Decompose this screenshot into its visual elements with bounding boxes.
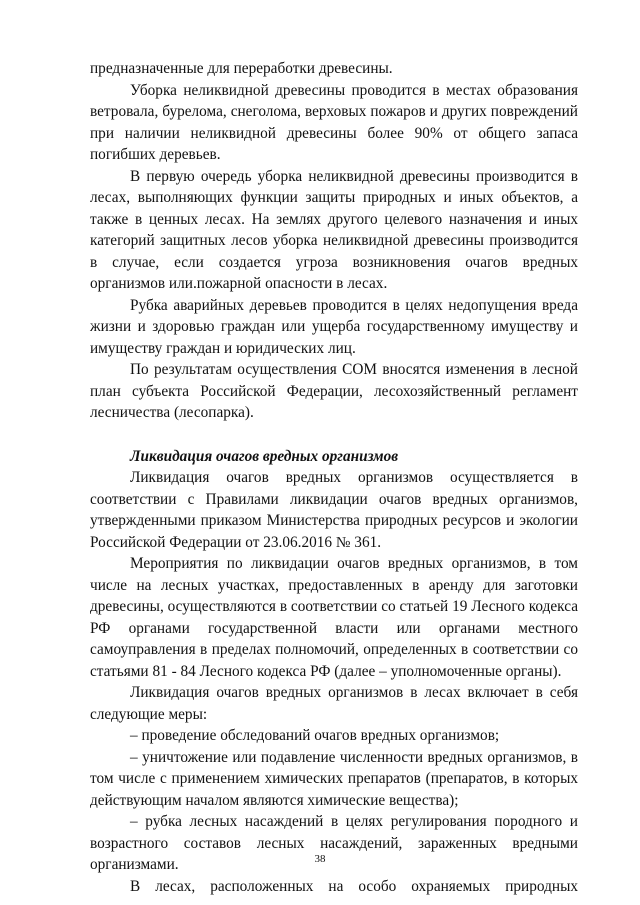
- paragraph: Уборка неликвидной древесины проводится в местах образования ветровала, бурелома, снеголома, верховых пожаров и других повреждений при наличии неликвидной древесины более 90% от общего запаса погибших деревьев.: [90, 81, 578, 163]
- page-number: 38: [314, 853, 326, 865]
- paragraph: По результатам осуществления СОМ вносятся изменения в лесной план субъекта Российской Федерации, лесохозяйственный регламент лесничества (лесопарка).: [90, 361, 578, 421]
- paragraph: предназначенные для переработки древесины.: [90, 60, 393, 77]
- paragraph: Мероприятия по ликвидации очагов вредных организмов, в том числе на лесных участках, предоставленных в аренду для заготовки древесины, осуществляются в соответствии со статьей 19 Лесного кодекса РФ органами государственной власти или органами местного самоуправления в пределах полномочий, определенных в соответствии со статьями 81 - 84 Лесного кодекса РФ (далее – уполномоченные органы).: [90, 555, 578, 680]
- paragraph: В первую очередь уборка неликвидной древесины производится в лесах, выполняющих функции защиты природных и иных объектов, а также в ценных лесах. На землях другого целевого назначения и иных категорий защитных лесов уборка неликвидной древесины производится в случае, если создается угроза возникновения очагов вредных организмов или.пожарной опасности в лесах.: [90, 167, 578, 292]
- list-item: – уничтожение или подавление численности вредных организмов, в том числе с применением химических препаратов (препаратов, в которых действующим началом являются химические вещества);: [90, 748, 578, 809]
- paragraph: Рубка аварийных деревьев проводится в целях недопущения вреда жизни и здоровью граждан или ущерба государственному имуществу и имуществу граждан и юридических лиц.: [90, 296, 578, 357]
- paragraph: Ликвидация очагов вредных организмов в лесах включает в себя следующие меры:: [90, 684, 578, 723]
- paragraph: Ликвидация очагов вредных организмов осуществляется в соответствии с Правилами ликвидации очагов вредных организмов, утвержденными приказом Министерства природных ресурсов и экологии Российской Федерации от 23.06.2016 № 361.: [90, 469, 578, 551]
- section-heading: Ликвидация очагов вредных организмов: [130, 447, 399, 465]
- paragraph: В лесах, расположенных на особо охраняемых природных: [130, 877, 578, 895]
- document-body: [90, 58, 578, 897]
- list-item: – рубка лесных насаждений в целях регулирования породного и возрастного составов лесных насаждений, зараженных вредными организмами.: [90, 813, 578, 873]
- list-item: – проведение обследований очагов вредных организмов;: [130, 727, 500, 744]
